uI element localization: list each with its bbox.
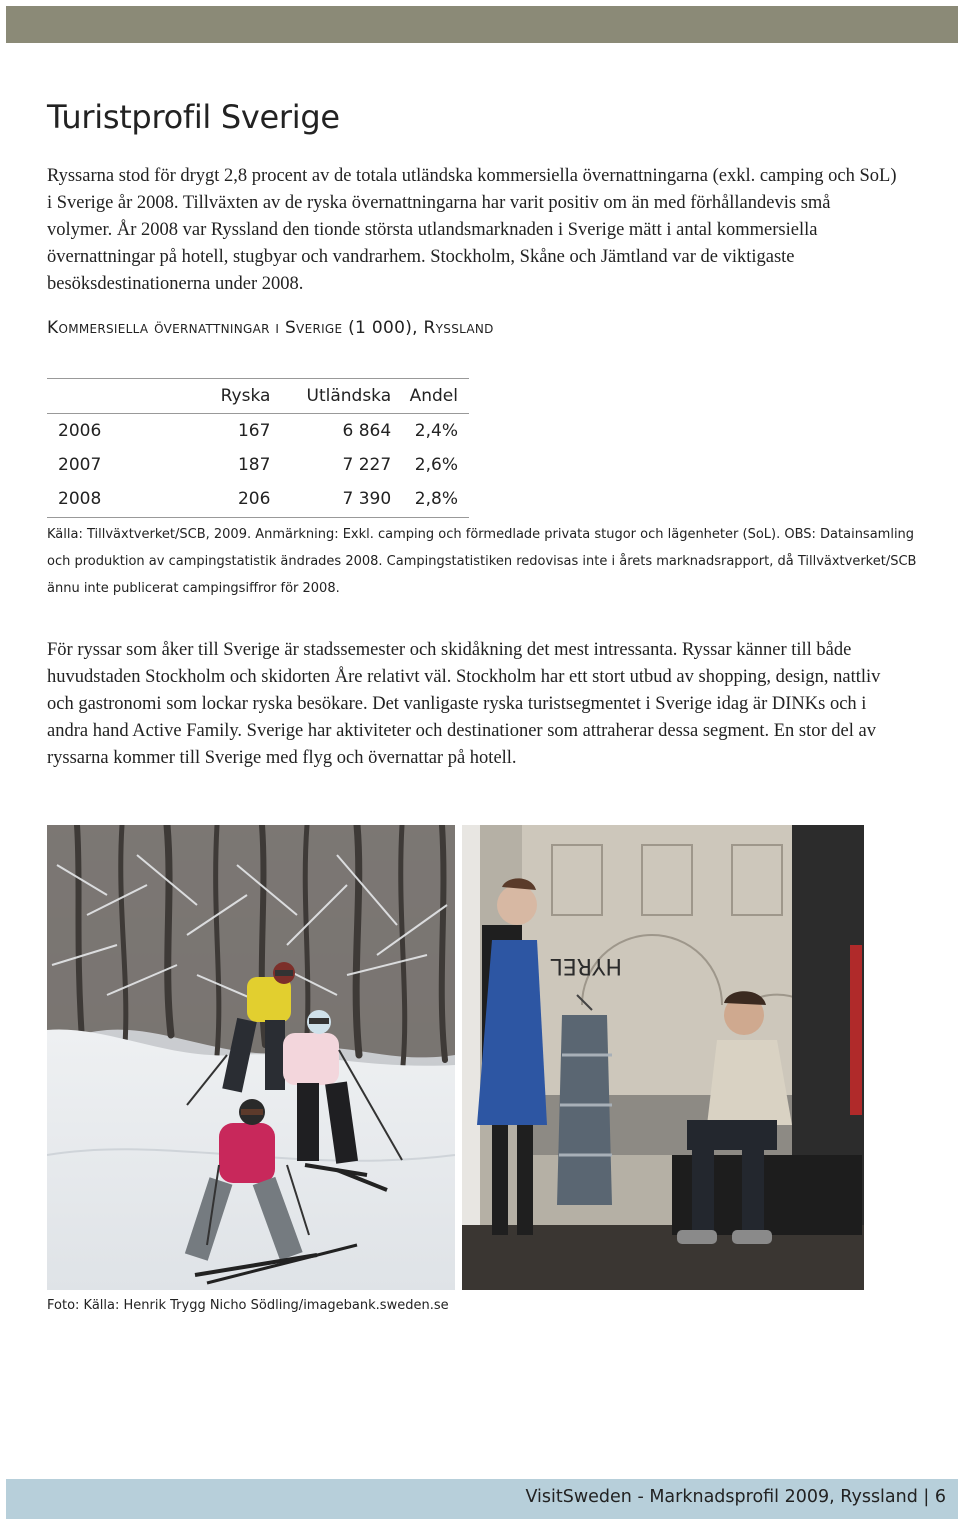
column-header-andel: Andel — [391, 379, 469, 414]
body-paragraph: För ryssar som åker till Sverige är stadssemester och skidåkning det mest intressanta. Ryssar känner till både huvudstaden Stockholm och skidorten Åre relativt väl. Stockholm har ett stort utbud av shopping, design, nattliv och gastronomi som lockar ryska besökare. Det vanligaste ryska turistsegmentet i Sverige idag är DINKs och i andra hand Active Family. Sverige har aktiviteter och destinationer som attraherar dessa segment. En stor del av ryssarna kommer till Sverige med flyg och övernattar på hotell. — [47, 640, 881, 768]
header-bar — [6, 6, 958, 43]
footer-bar — [6, 1479, 958, 1519]
table-row — [47, 482, 469, 516]
table-row — [47, 414, 469, 449]
page-title: Turistprofil Sverige — [47, 98, 340, 136]
table-header-row — [47, 379, 469, 414]
column-header-ryska: Ryska — [126, 379, 270, 414]
cell-year: 2007 — [58, 455, 102, 475]
table-heading: Kommersiella övernattningar i Sverige (1 000), Ryssland — [47, 318, 494, 338]
shopping-scene-photo — [462, 825, 864, 1290]
intro-paragraph: Ryssarna stod för drygt 2,8 procent av de totala utländska kommersiella övernattningarna (exkl. camping och SoL) i Sverige år 2008. Tillväxten av de ryska övernattningarna har varit positiv om än med förhållandevis små volymer. År 2008 var Ryssland den tionde största utlandsmarknaden i Sverige mätt i antal kommersiella övernattningar på hotell, stugbyar och vandrarhem. Stockholm, Skåne och Jämtland var de viktigaste besöksdestinationerna under 2008. — [47, 166, 897, 294]
footer-text: VisitSweden - Marknadsprofil 2009, Ryssland | 6 — [525, 1487, 946, 1507]
overnight-stays-table — [47, 378, 469, 516]
table-row — [47, 448, 469, 482]
skiing-family-photo — [47, 825, 455, 1290]
cell-ryska: 206 — [237, 489, 271, 509]
shop-sign-text: HYREL — [550, 953, 622, 978]
source-note: Källa: Tillväxtverket/SCB, 2009. Anmärkning: Exkl. camping och förmedlade privata stugor och lägenheter (SoL). OBS: Datainsamling och produktion av campingstatistik ändrades 2008. Campingstatistiken redovisas inte i årets marknadsrapport, då Tillväxtverket/SCB ännu inte publicerat campingsiffror för 2008. — [47, 527, 917, 596]
cell-year: 2008 — [58, 489, 102, 509]
table-bottom-rule — [47, 517, 469, 518]
cell-andel: 2,4% — [414, 421, 458, 441]
skiing-illustration — [47, 825, 455, 1290]
cell-utlandska: 7 227 — [342, 455, 392, 475]
shop-illustration — [462, 825, 864, 1290]
photo-credit: Foto: Källa: Henrik Trygg Nicho Södling/imagebank.sweden.se — [47, 1298, 449, 1313]
column-header-utlandska: Utländska — [270, 379, 391, 414]
cell-andel: 2,8% — [414, 489, 458, 509]
cell-year: 2006 — [58, 421, 102, 441]
cell-utlandska: 6 864 — [342, 421, 392, 441]
cell-ryska: 187 — [237, 455, 271, 475]
cell-andel: 2,6% — [414, 455, 458, 475]
cell-ryska: 167 — [237, 421, 271, 441]
cell-utlandska: 7 390 — [342, 489, 392, 509]
column-header-year — [47, 379, 126, 414]
